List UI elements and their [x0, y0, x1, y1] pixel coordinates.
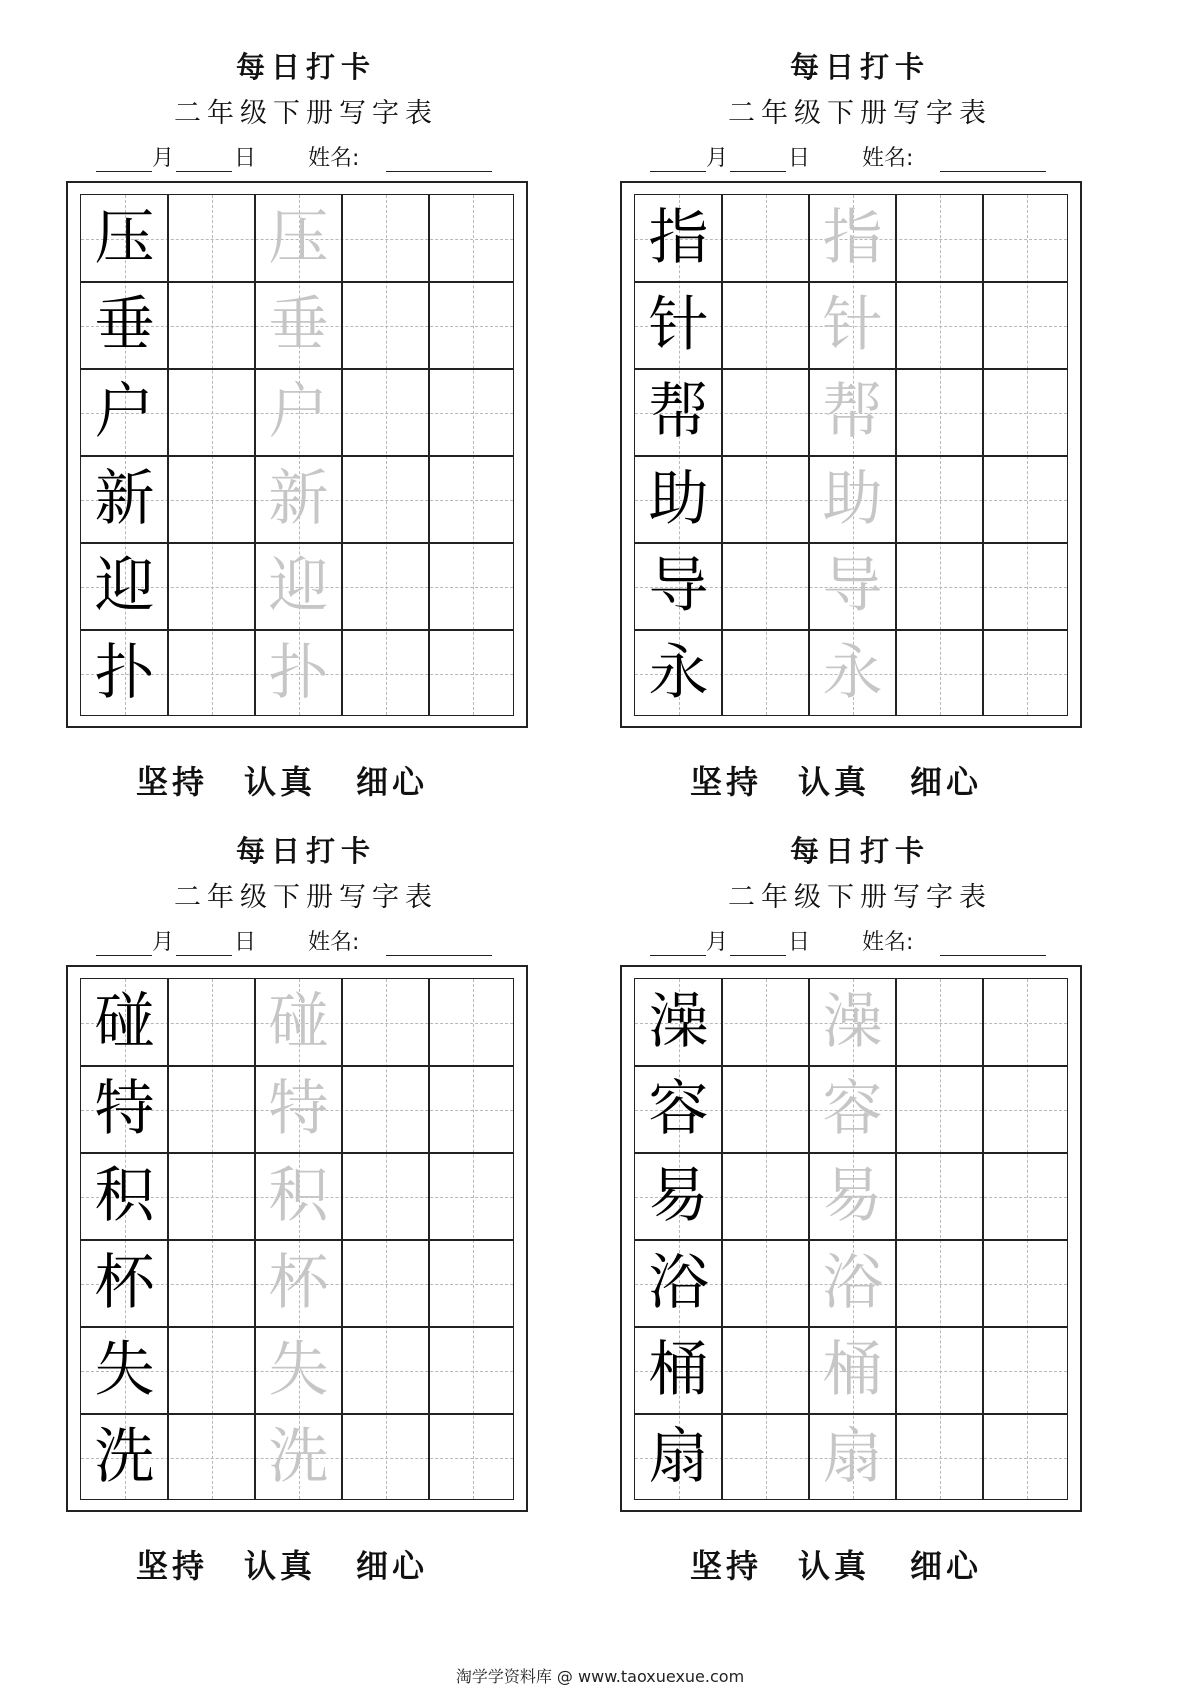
- model-character: 特: [94, 1074, 155, 1144]
- name-label: 姓名:: [308, 146, 360, 171]
- day-blank[interactable]: [176, 955, 232, 956]
- model-character: 针: [648, 290, 709, 360]
- model-character: 容: [648, 1074, 709, 1144]
- day-label: 日: [234, 930, 257, 955]
- motto-persist: 坚持: [690, 763, 763, 801]
- trace-character[interactable]: 户: [268, 377, 329, 447]
- trace-character[interactable]: 压: [268, 203, 329, 273]
- date-name-line: [650, 145, 1082, 175]
- model-character: 澡: [648, 987, 709, 1057]
- month-label: 月: [152, 146, 175, 171]
- month-label: 月: [706, 146, 729, 171]
- month-label: 月: [152, 930, 175, 955]
- motto-earnest: 认真: [798, 763, 871, 801]
- writing-grid: [634, 978, 1068, 1500]
- model-character: 积: [94, 1161, 155, 1231]
- trace-character[interactable]: 洗: [268, 1422, 329, 1492]
- model-character: 杯: [94, 1248, 155, 1318]
- motto-careful: 细心: [356, 763, 429, 801]
- model-character: 永: [648, 638, 709, 708]
- model-character: 新: [94, 464, 155, 534]
- day-blank[interactable]: [730, 955, 786, 956]
- motto-persist: 坚持: [136, 1547, 209, 1585]
- trace-character[interactable]: 易: [822, 1161, 883, 1231]
- motto-persist: 坚持: [690, 1547, 763, 1585]
- name-blank[interactable]: [386, 171, 492, 172]
- motto-earnest: 认真: [244, 763, 317, 801]
- sheet-subtitle: 二年级下册写字表: [728, 882, 992, 913]
- practice-sheet: [620, 45, 1100, 805]
- trace-character[interactable]: 扇: [822, 1422, 883, 1492]
- sheet-subtitle: 二年级下册写字表: [728, 98, 992, 129]
- motto-careful: 细心: [910, 763, 983, 801]
- writing-grid-frame: [620, 965, 1082, 1512]
- sheet-title: 每日打卡: [235, 834, 376, 868]
- model-character: 导: [648, 551, 709, 621]
- trace-character[interactable]: 针: [822, 290, 883, 360]
- writing-grid: [634, 194, 1068, 716]
- motto-careful: 细心: [356, 1547, 429, 1585]
- model-character: 指: [648, 203, 709, 273]
- model-character: 垂: [94, 290, 155, 360]
- model-character: 助: [648, 464, 709, 534]
- sheet-subtitle: 二年级下册写字表: [174, 98, 438, 129]
- writing-grid-frame: [620, 181, 1082, 728]
- sheet-title: 每日打卡: [789, 834, 930, 868]
- sheet-title: 每日打卡: [235, 50, 376, 84]
- month-blank[interactable]: [96, 171, 152, 172]
- writing-grid-frame: [66, 181, 528, 728]
- trace-character[interactable]: 桶: [822, 1335, 883, 1405]
- motto: [620, 1541, 1082, 1585]
- trace-character[interactable]: 帮: [822, 377, 883, 447]
- motto-earnest: 认真: [244, 1547, 317, 1585]
- writing-grid: [80, 978, 514, 1500]
- day-blank[interactable]: [176, 171, 232, 172]
- trace-character[interactable]: 导: [822, 551, 883, 621]
- trace-character[interactable]: 新: [268, 464, 329, 534]
- trace-character[interactable]: 垂: [268, 290, 329, 360]
- sheet-subtitle: 二年级下册写字表: [174, 882, 438, 913]
- writing-grid-frame: [66, 965, 528, 1512]
- month-label: 月: [706, 930, 729, 955]
- date-name-line: [96, 145, 528, 175]
- motto: [620, 757, 1082, 801]
- trace-character[interactable]: 碰: [268, 987, 329, 1057]
- name-label: 姓名:: [308, 930, 360, 955]
- trace-character[interactable]: 助: [822, 464, 883, 534]
- name-label: 姓名:: [862, 146, 914, 171]
- model-character: 碰: [94, 987, 155, 1057]
- model-character: 户: [94, 377, 155, 447]
- name-blank[interactable]: [386, 955, 492, 956]
- motto-careful: 细心: [910, 1547, 983, 1585]
- date-name-line: [650, 929, 1082, 959]
- model-character: 迎: [94, 551, 155, 621]
- model-character: 扑: [94, 638, 155, 708]
- model-character: 失: [94, 1335, 155, 1405]
- practice-sheet: [66, 829, 546, 1589]
- model-character: 扇: [648, 1422, 709, 1492]
- trace-character[interactable]: 澡: [822, 987, 883, 1057]
- day-label: 日: [788, 930, 811, 955]
- model-character: 易: [648, 1161, 709, 1231]
- month-blank[interactable]: [650, 955, 706, 956]
- trace-character[interactable]: 永: [822, 638, 883, 708]
- practice-sheet: [620, 829, 1100, 1589]
- trace-character[interactable]: 积: [268, 1161, 329, 1231]
- trace-character[interactable]: 容: [822, 1074, 883, 1144]
- name-blank[interactable]: [940, 955, 1046, 956]
- trace-character[interactable]: 迎: [268, 551, 329, 621]
- trace-character[interactable]: 浴: [822, 1248, 883, 1318]
- day-label: 日: [234, 146, 257, 171]
- model-character: 桶: [648, 1335, 709, 1405]
- model-character: 浴: [648, 1248, 709, 1318]
- footer-watermark: 淘学学资料库 @ www.taoxuexue.com: [455, 1667, 745, 1686]
- writing-grid: [80, 194, 514, 716]
- month-blank[interactable]: [96, 955, 152, 956]
- name-label: 姓名:: [862, 930, 914, 955]
- model-character: 压: [94, 203, 155, 273]
- name-blank[interactable]: [940, 171, 1046, 172]
- motto-earnest: 认真: [798, 1547, 871, 1585]
- trace-character[interactable]: 指: [822, 203, 883, 273]
- practice-sheet: [66, 45, 546, 805]
- day-blank[interactable]: [730, 171, 786, 172]
- trace-character[interactable]: 扑: [268, 638, 329, 708]
- date-name-line: [96, 929, 528, 959]
- motto: [66, 757, 528, 801]
- trace-character[interactable]: 失: [268, 1335, 329, 1405]
- model-character: 洗: [94, 1422, 155, 1492]
- trace-character[interactable]: 特: [268, 1074, 329, 1144]
- motto-persist: 坚持: [136, 763, 209, 801]
- motto: [66, 1541, 528, 1585]
- month-blank[interactable]: [650, 171, 706, 172]
- model-character: 帮: [648, 377, 709, 447]
- trace-character[interactable]: 杯: [268, 1248, 329, 1318]
- sheet-title: 每日打卡: [789, 50, 930, 84]
- day-label: 日: [788, 146, 811, 171]
